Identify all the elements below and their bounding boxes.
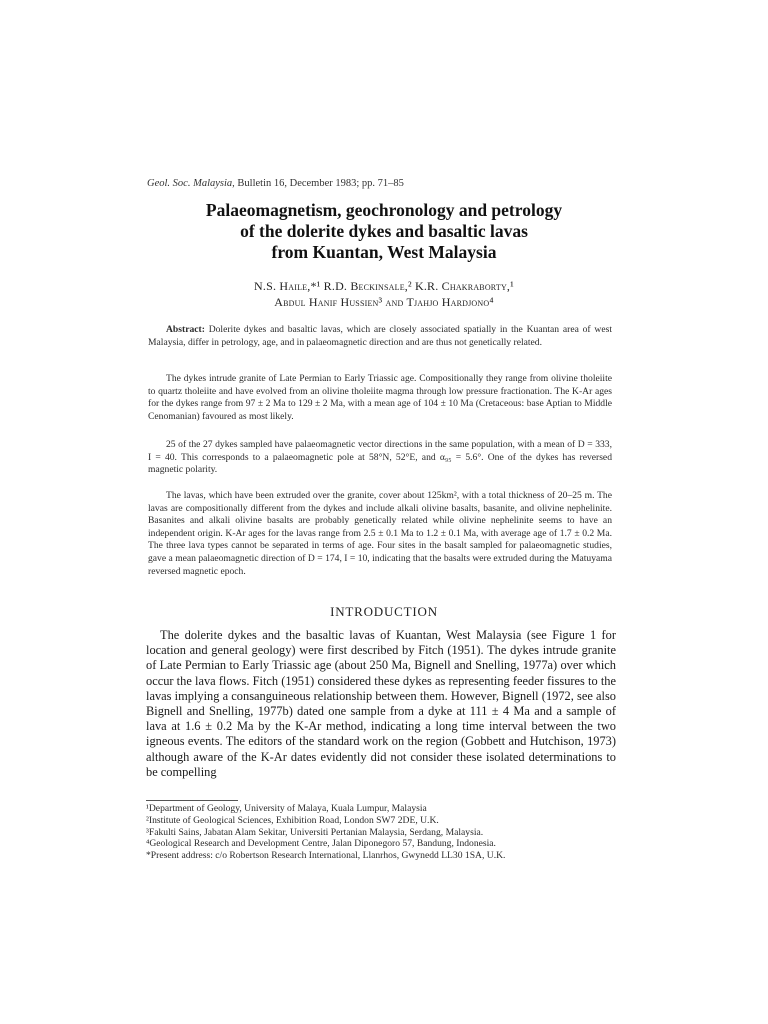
title-line-1: Palaeomagnetism, geochronology and petrology [205, 200, 563, 220]
abstract-paragraph-4 [148, 490, 612, 578]
abstract-text-4: The lavas, which have been extruded over the granite, cover about 125km², with a total thickness of 20–25 m. The lavas are compositionally different from the dykes and include alkali olivine basalts, basanite, and olivine nephelinite. Basanites and alkali olivine basalts are probably genetically related while olivine nephelinite seems to have an independent origin. K-Ar ages for the lavas range from 2.5 ± 0.1 Ma to 1.2 ± 0.1 Ma, with average age of 1.7 ± 0.2 Ma. The three lava types cannot be separated in terms of age. Four sites in the basalt sampled for palaeomagnetic studies, gave a mean palaeomagnetic direction of D = 174, I = 10, indicating that the basalts were extruded during the Matuyama reversed magnetic epoch. [148, 490, 612, 577]
abstract-paragraph-3 [148, 439, 612, 477]
authors-line-2: Abdul Hanif Hussien³ and Tjahjo Hardjono⁴ [274, 295, 494, 309]
abstract-text-2: The dykes intrude granite of Late Permian to Early Triassic age. Compositionally they range from olivine tholeiite to quartz tholeiite and have evolved from an olivine tholeiite magma through low pressure fractionation. The K-Ar ages for the dykes range from 97 ± 2 Ma to 129 ± 2 Ma, with a mean age of 104 ± 10 Ma (Cretaceous: base Aptian to Middle Cenomanian) favoured as most likely. [148, 373, 612, 422]
footnote-3: ³Fakulti Sains, Jabatan Alam Sekitar, Universiti Pertanian Malaysia, Serdang, Malaysia. [146, 826, 484, 838]
footnotes [146, 803, 626, 862]
abstract-paragraph-2 [148, 373, 612, 423]
footnote-2: ²Institute of Geological Sciences, Exhibition Road, London SW7 2DE, U.K. [146, 814, 439, 826]
title-line-3: from Kuantan, West Malaysia [271, 242, 497, 262]
abstract-paragraph-1 [148, 324, 612, 349]
title-line-2: of the dolerite dykes and basaltic lavas [240, 221, 528, 241]
footnote-divider [146, 800, 238, 801]
footnote-4: ⁴Geological Research and Development Centre, Jalan Diponegoro 57, Bandung, Indonesia. [146, 838, 496, 850]
journal-citation [147, 178, 404, 189]
paper-title [100, 200, 668, 263]
section-heading-introduction: INTRODUCTION [330, 604, 438, 619]
introduction-body [146, 628, 616, 780]
introduction-paragraph-1: The dolerite dykes and the basaltic lavas of Kuantan, West Malaysia (see Figure 1 for location and general geology) were first described by Fitch (1951). The dykes intrude granite of Late Permian to Early Triassic age (about 250 Ma, Bignell and Snelling, 1977a) over which occur the lava flows. Fitch (1951) considered these dykes as representing feeder fissures to the lavas implying a consanguineous relationship between them. However, Bignell (1972, see also Bignell and Snelling, 1977b) dated one sample from a dyke at 111 ± 4 Ma and a sample of lava at 1.6 ± 0.2 Ma by the K-Ar method, indicating a long time interval between the two igneous events. The editors of the standard work on the region (Gobbett and Hutchison, 1973) although aware of the K-Ar dates evidently did not consider these isolated determinations to be compelling [146, 628, 616, 779]
footnote-1: ¹Department of Geology, University of Malaya, Kuala Lumpur, Malaysia [146, 803, 427, 814]
author-list [100, 278, 668, 310]
abstract-label: Abstract: [166, 324, 205, 335]
journal-name: Geol. Soc. Malaysia, [147, 178, 235, 189]
footnote-5: *Present address: c/o Robertson Research International, Llanrhos, Gwynedd LL30 1SA, U.K. [146, 850, 506, 862]
journal-issue: Bulletin 16, December 1983; pp. 71–85 [234, 178, 404, 189]
abstract-text-1: Dolerite dykes and basaltic lavas, which are closely associated spatially in the Kuantan area of west Malaysia, differ in petrology, age, and in palaeomagnetic direction and are thus not genetically related. [148, 324, 612, 348]
abstract-text-3: 25 of the 27 dykes sampled have palaeomagnetic vector directions in the same population, with a mean of D = 333, I = 40. This corresponds to a palaeomagnetic pole at 58°N, 52°E, and α₉₅ = 5.6°. One of the dykes has reversed magnetic polarity. [148, 439, 612, 476]
authors-line-1: N.S. Haile,*¹ R.D. Beckinsale,² K.R. Chakraborty,¹ [254, 279, 514, 293]
